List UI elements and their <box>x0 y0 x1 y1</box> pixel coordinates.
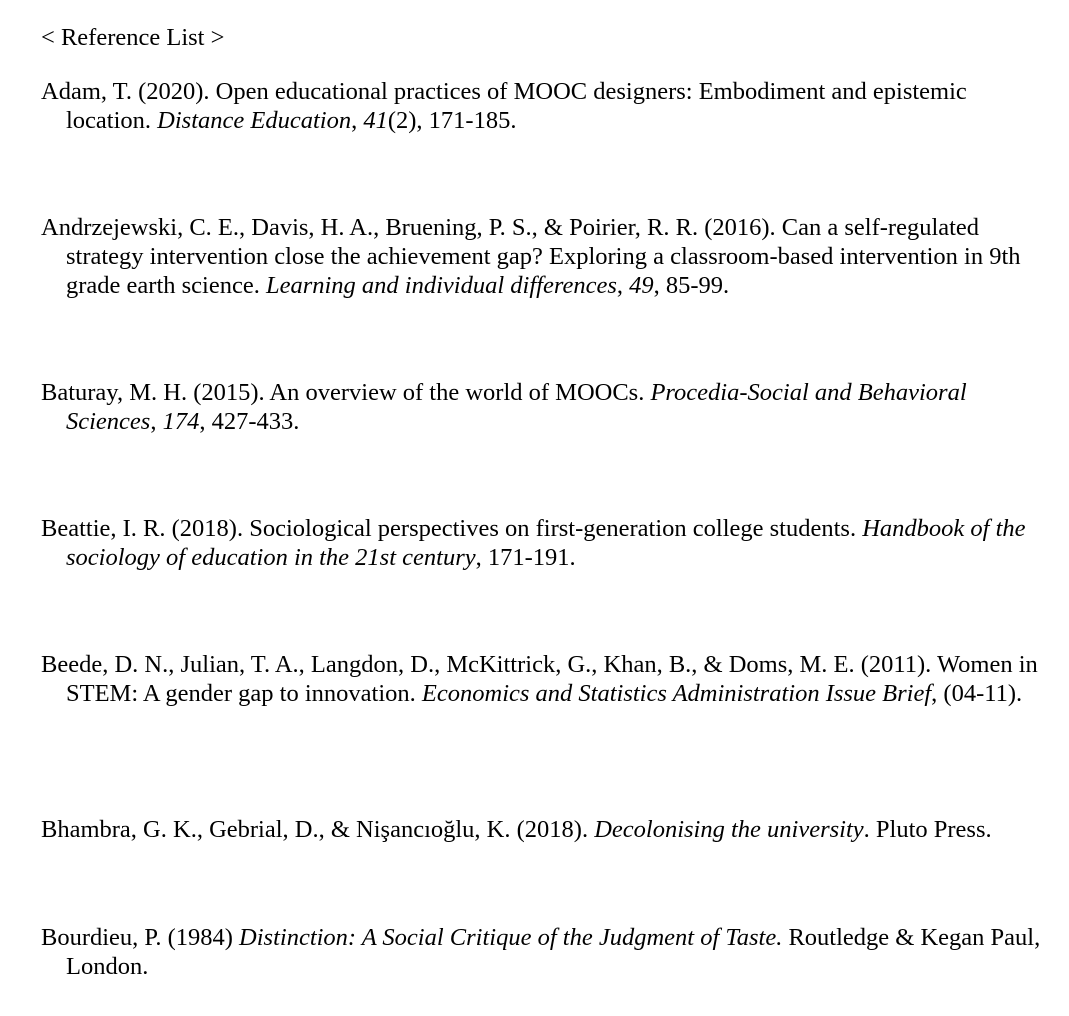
reference-entry <box>41 213 1046 300</box>
reference-separator: , <box>150 408 163 435</box>
reference-authors-title: Baturay, M. H. (2015). An overview of the world of MOOCs. <box>41 379 645 406</box>
reference-pages: Routledge & Kegan Paul, London. <box>66 924 1041 980</box>
reference-authors-title: Bourdieu, P. (1984) <box>41 924 233 951</box>
reference-entry <box>41 514 1046 572</box>
reference-entry <box>41 650 1046 708</box>
reference-journal: Learning and individual differences <box>265 272 617 299</box>
reference-journal: Decolonising the university <box>594 816 864 843</box>
reference-entry <box>41 77 1046 135</box>
reference-entry <box>41 923 1046 981</box>
reference-pages: . Pluto Press. <box>863 816 992 843</box>
reference-authors-title: Andrzejewski, C. E., Davis, H. A., Bruening, P. S., & Poirier, R. R. (2016). Can a self-regulated strategy intervention close the achievement gap? Exploring a classroom-based intervention in 9th grade earth science. <box>41 214 1021 299</box>
reference-entry <box>41 378 1046 436</box>
reference-authors-title: Bhambra, G. K., Gebrial, D., & Nişancıoğlu, K. (2018). <box>41 816 589 843</box>
reference-separator: , <box>351 107 364 134</box>
reference-volume: 41 <box>363 107 388 134</box>
reference-pages: (2), 171-185. <box>387 107 517 134</box>
reference-authors-title: Beattie, I. R. (2018). Sociological perspectives on first-generation college students. <box>41 515 857 542</box>
reference-journal: Procedia-Social and Behavioral Sciences <box>66 379 967 435</box>
reference-entry <box>41 815 1046 844</box>
reference-volume: 174 <box>162 408 200 435</box>
reference-journal: Handbook of the sociology of education in the 21st century <box>66 515 1026 571</box>
reference-journal: Distance Education <box>157 107 352 134</box>
reference-pages: , 427-433. <box>199 408 300 435</box>
reference-authors-title: Adam, T. (2020). Open educational practices of MOOC designers: Embodiment and epistemic location. <box>41 78 967 134</box>
reference-pages: , 85-99. <box>653 272 730 299</box>
reference-pages: , 171-191. <box>475 544 576 571</box>
reference-authors-title: Beede, D. N., Julian, T. A., Langdon, D., McKittrick, G., Khan, B., & Doms, M. E. (2011). Women in STEM: A gender gap to innovation. <box>41 651 1038 707</box>
reference-journal: Distinction: A Social Critique of the Judgment of Taste. <box>239 924 783 951</box>
reference-journal: Economics and Statistics Administration Issue Brief <box>421 680 932 707</box>
page-title: < Reference List > <box>41 24 225 51</box>
reference-separator: , <box>616 272 630 299</box>
reference-volume: 49 <box>629 272 654 299</box>
reference-pages: , (04-11). <box>931 680 1023 707</box>
